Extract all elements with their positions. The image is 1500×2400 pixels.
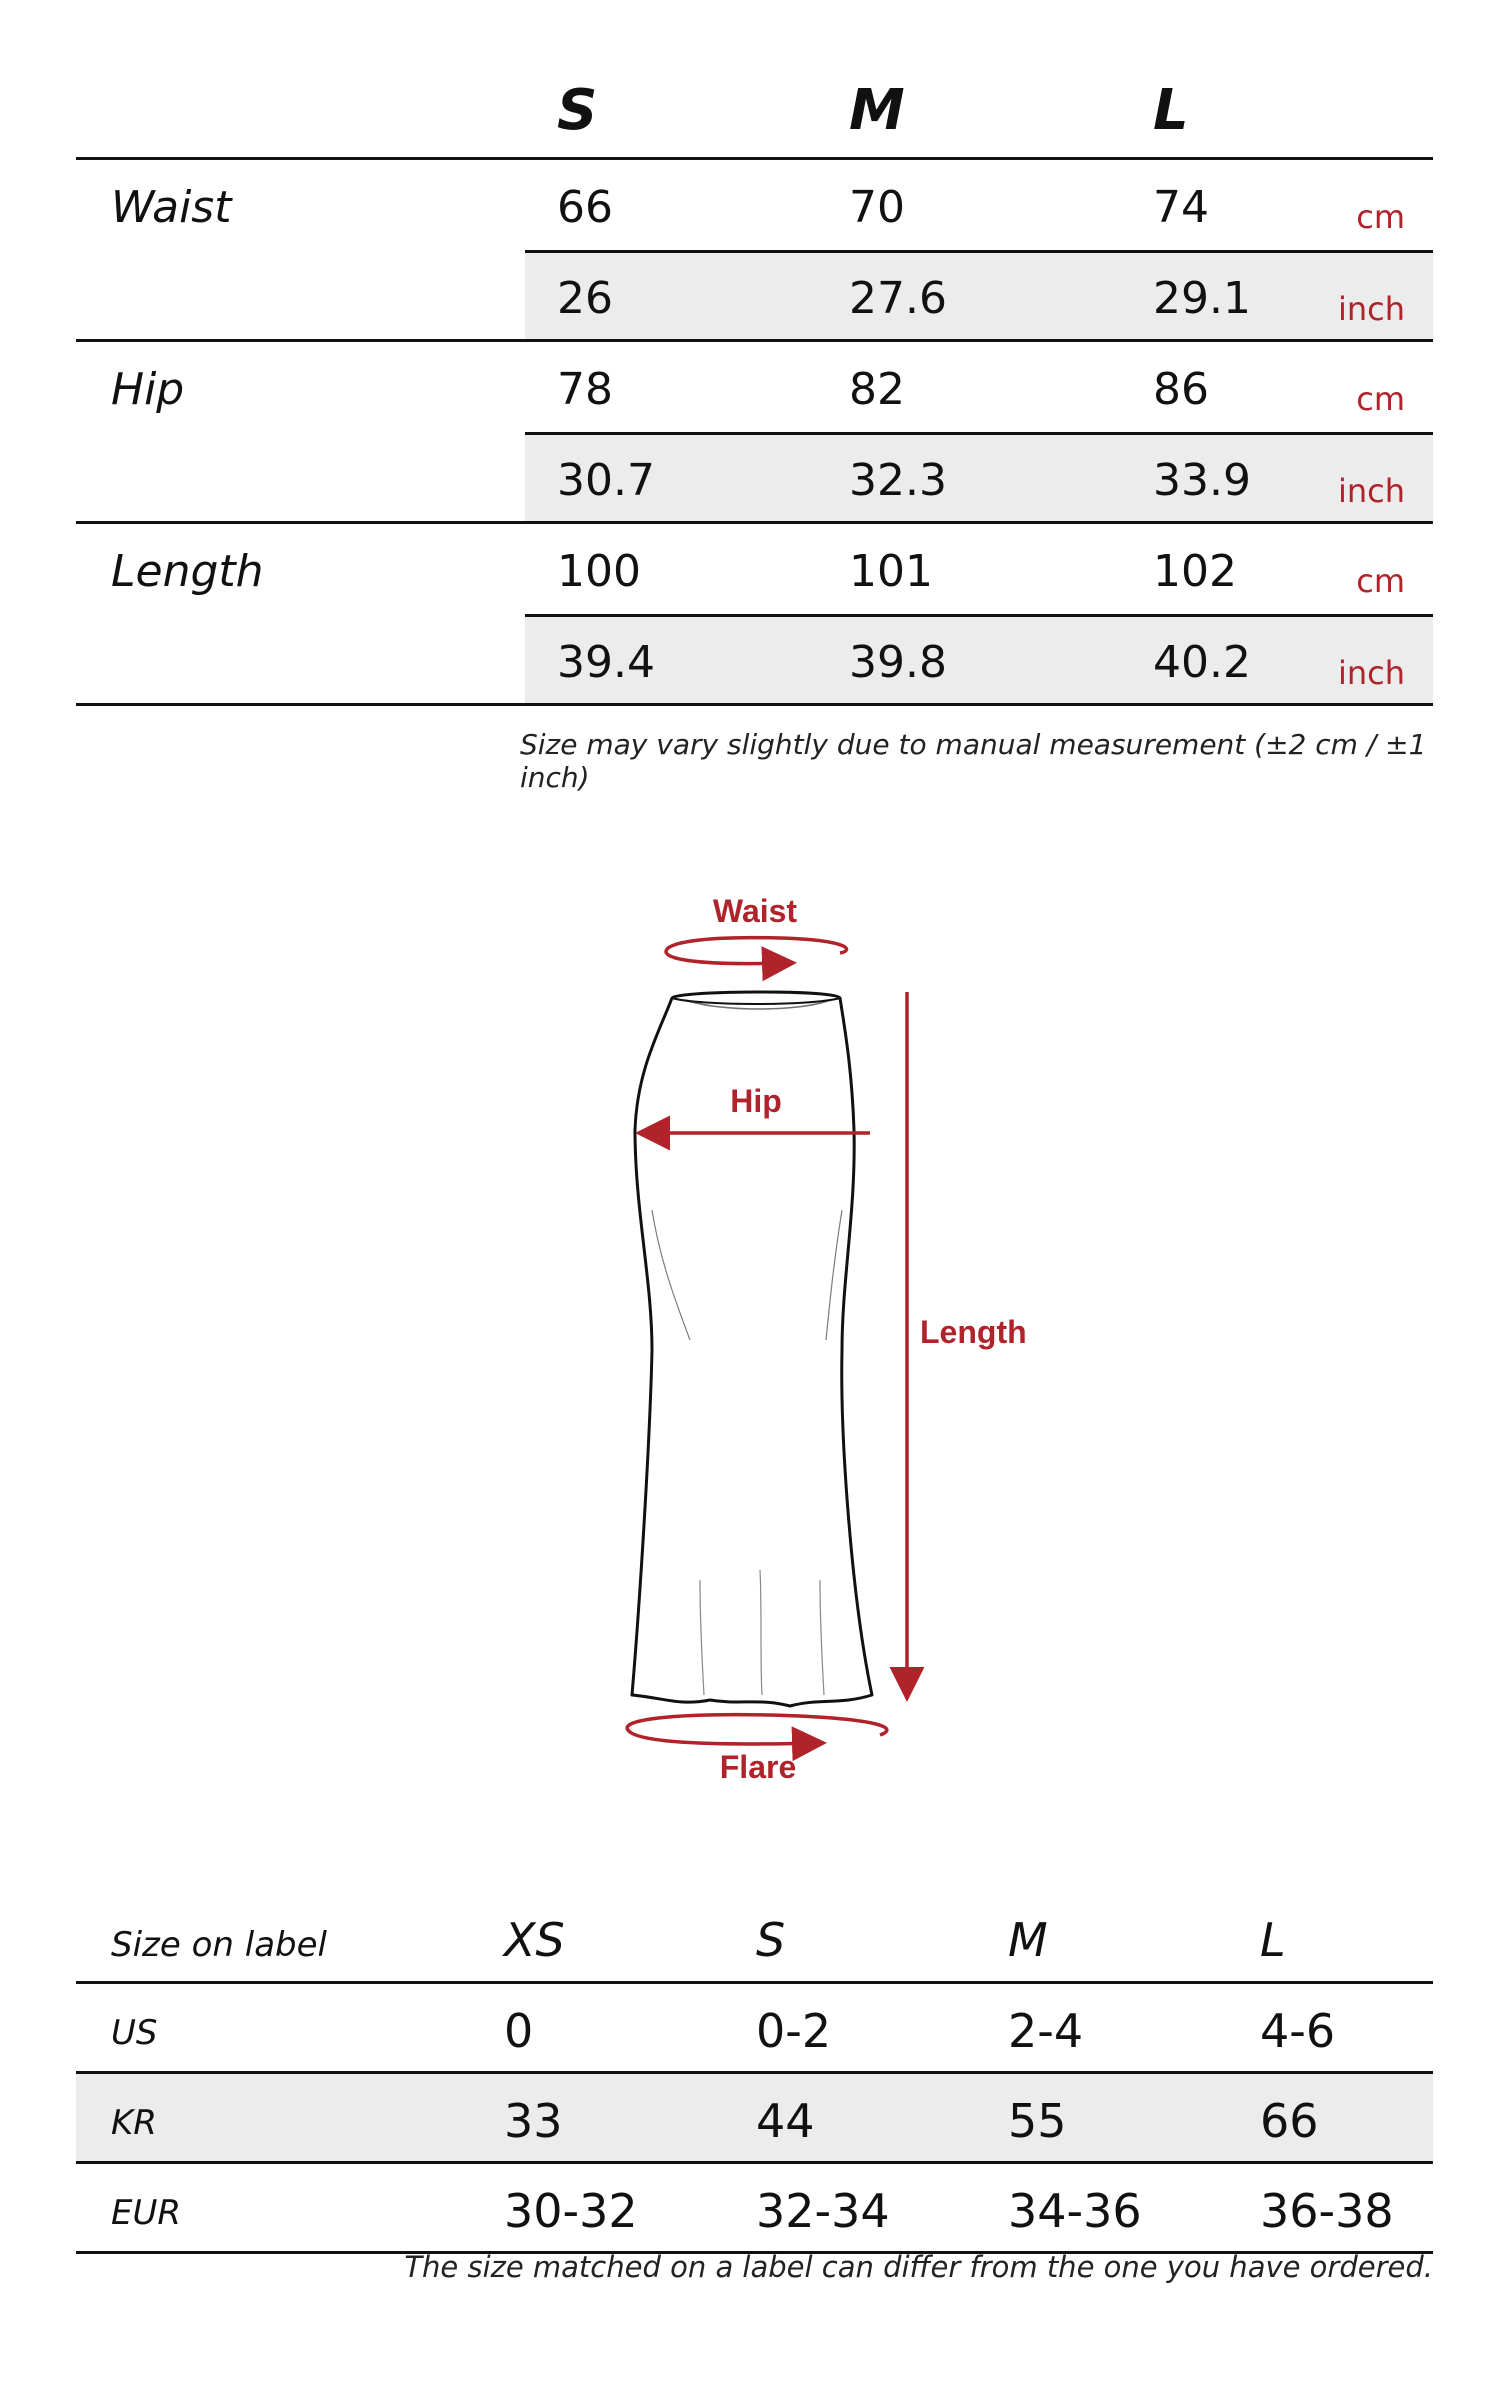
diagram-label-flare: Flare (719, 1749, 797, 1785)
diagram-label-waist: Waist (712, 893, 798, 929)
conv-cell: 32-34 (756, 2184, 890, 2238)
conv-cell: 55 (1008, 2094, 1067, 2148)
conv-cell: 2-4 (1008, 2004, 1084, 2058)
flare-arrow-icon (627, 1715, 887, 1744)
length-inch-m: 39.8 (849, 637, 947, 688)
waist-arrow-icon (666, 938, 847, 964)
waist-inch-l: 29.1 (1153, 273, 1251, 324)
conv-row-label: KR (111, 2103, 157, 2143)
conv-cell: 30-32 (504, 2184, 638, 2238)
length-label: Length (111, 546, 264, 597)
length-cm-l: 102 (1153, 546, 1237, 597)
measurement-note: Size may vary slightly due to manual measurement (±2 cm / ±1 inch) (520, 728, 1427, 794)
waist-cm-l: 74 (1153, 182, 1209, 233)
hip-inch-m: 32.3 (849, 455, 947, 506)
hip-cm-s: 78 (557, 364, 613, 415)
unit-inch: inch (1337, 290, 1405, 328)
conv-cell: 34-36 (1008, 2184, 1142, 2238)
unit-inch: inch (1337, 654, 1405, 692)
unit-cm: cm (1356, 198, 1405, 236)
waist-cm-m: 70 (849, 182, 905, 233)
waist-group (76, 160, 1433, 342)
length-cm-m: 101 (849, 546, 933, 597)
hip-cm-row (525, 342, 1433, 431)
size-conversion-table (76, 1895, 1433, 2254)
length-inch-s: 39.4 (557, 637, 655, 688)
waist-label: Waist (111, 182, 232, 233)
size-on-label-heading: Size on label (111, 1925, 327, 1965)
size-chart-table (76, 70, 1433, 706)
hip-cm-m: 82 (849, 364, 905, 415)
conv-cell: 66 (1260, 2094, 1319, 2148)
conv-row-label: US (111, 2013, 158, 2053)
conv-cell: 33 (504, 2094, 563, 2148)
conversion-header (76, 1895, 1433, 1984)
conv-size-m: M (1008, 1913, 1048, 1967)
waist-inch-row (525, 250, 1433, 339)
waist-cm-s: 66 (557, 182, 613, 233)
skirt-diagram (580, 880, 1100, 1800)
length-group (76, 524, 1433, 706)
waist-inch-s: 26 (557, 273, 613, 324)
conv-row-kr (76, 2074, 1433, 2164)
length-inch-row (525, 614, 1433, 703)
conv-cell: 0-2 (756, 2004, 832, 2058)
unit-cm: cm (1356, 380, 1405, 418)
conv-cell: 36-38 (1260, 2184, 1394, 2238)
size-chart-header (76, 70, 1433, 160)
unit-cm: cm (1356, 562, 1405, 600)
conv-row-label: EUR (111, 2193, 181, 2233)
diagram-label-hip: Hip (730, 1083, 782, 1119)
hip-group (76, 342, 1433, 524)
conv-row-us (76, 1984, 1433, 2074)
length-cm-row (525, 524, 1433, 613)
length-cm-s: 100 (557, 546, 641, 597)
conv-cell: 4-6 (1260, 2004, 1336, 2058)
waist-cm-row (525, 160, 1433, 249)
hip-inch-row (525, 432, 1433, 521)
unit-inch: inch (1337, 472, 1405, 510)
conv-cell: 0 (504, 2004, 534, 2058)
hip-label: Hip (111, 364, 185, 415)
hip-cm-l: 86 (1153, 364, 1209, 415)
label-size-note: The size matched on a label can differ from the one you have ordered. (404, 2250, 1433, 2284)
hip-inch-l: 33.9 (1153, 455, 1251, 506)
hip-inch-s: 30.7 (557, 455, 655, 506)
conv-size-xs: XS (504, 1913, 565, 1967)
conv-size-l: L (1260, 1913, 1286, 1967)
conv-row-eur (76, 2164, 1433, 2254)
waist-inch-m: 27.6 (849, 273, 947, 324)
size-header-s: S (557, 78, 598, 143)
length-inch-l: 40.2 (1153, 637, 1251, 688)
size-header-m: M (849, 78, 905, 143)
conv-size-s: S (756, 1913, 786, 1967)
conv-cell: 44 (756, 2094, 815, 2148)
size-header-l: L (1153, 78, 1189, 143)
diagram-label-length: Length (920, 1314, 1027, 1350)
